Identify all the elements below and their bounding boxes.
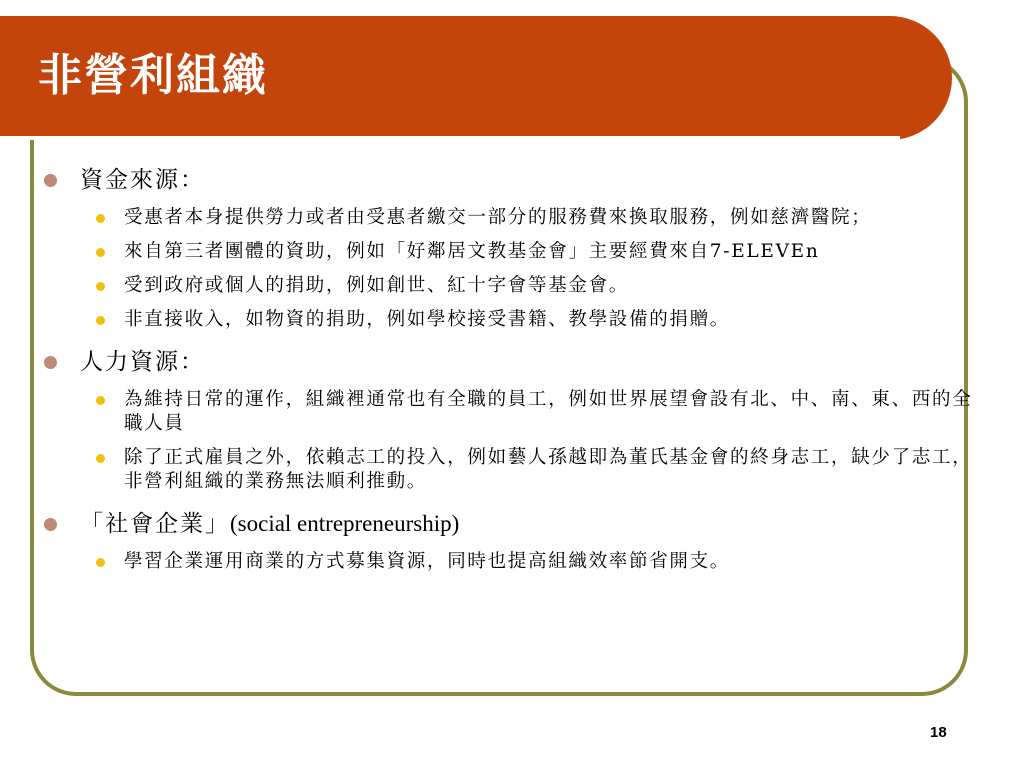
bullet-dot-icon (96, 396, 105, 405)
list-item-text: 受惠者本身提供勞力或者由受惠者繳交一部分的服務費來換取服務，例如慈濟醫院； (124, 207, 872, 228)
list-item (88, 274, 984, 298)
slide-body (44, 164, 984, 574)
bullet-dot-icon (96, 454, 105, 463)
bullet-dot-icon (44, 356, 57, 369)
list-item-text: 學習企業運用商業的方式募集資源，同時也提高組織效率節省開支。 (124, 551, 731, 572)
page-number: 18 (930, 724, 947, 741)
section-heading-text: 「社會企業」 (80, 511, 230, 537)
title-underline (0, 136, 900, 140)
section-heading-text: 人力資源： (80, 349, 205, 375)
bullet-dot-icon (44, 518, 57, 531)
bullet-dot-icon (96, 316, 105, 325)
section-heading-human-resources (44, 346, 984, 378)
list-item-text: 來自第三者團體的資助，例如「好鄰居文教基金會」主要經費來自7-ELEVEn (124, 241, 820, 262)
list-item-text: 為維持日常的運作，組織裡通常也有全職的員工，例如世界展望會設有北、中、南、東、西的全職人員 (124, 389, 973, 434)
bullet-dot-icon (96, 248, 105, 257)
list-item-text: 受到政府或個人的捐助，例如創世、紅十字會等基金會。 (124, 275, 630, 296)
section-heading-social-enterprise (44, 508, 984, 540)
bullet-dot-icon (96, 282, 105, 291)
bullet-dot-icon (96, 214, 105, 223)
slide-title: 非營利組織 (38, 50, 268, 101)
list-item (88, 550, 984, 574)
bullet-dot-icon (96, 558, 105, 567)
list-item (88, 240, 984, 264)
list-item (88, 206, 984, 230)
section-heading-funding (44, 164, 984, 196)
list-item (88, 446, 984, 494)
list-item (88, 388, 984, 436)
list-item-text: 非直接收入，如物資的捐助，例如學校接受書籍、教學設備的捐贈。 (124, 309, 731, 330)
list-item (88, 308, 984, 332)
section-heading-latin: (social entrepreneurship) (230, 511, 460, 536)
section-heading-text: 資金來源： (80, 167, 205, 193)
bullet-dot-icon (44, 174, 57, 187)
list-item-text: 除了正式雇員之外，依賴志工的投入，例如藝人孫越即為董氏基金會的終身志工，缺少了志工，非營利組織的業務無法順利推動。 (124, 447, 973, 492)
